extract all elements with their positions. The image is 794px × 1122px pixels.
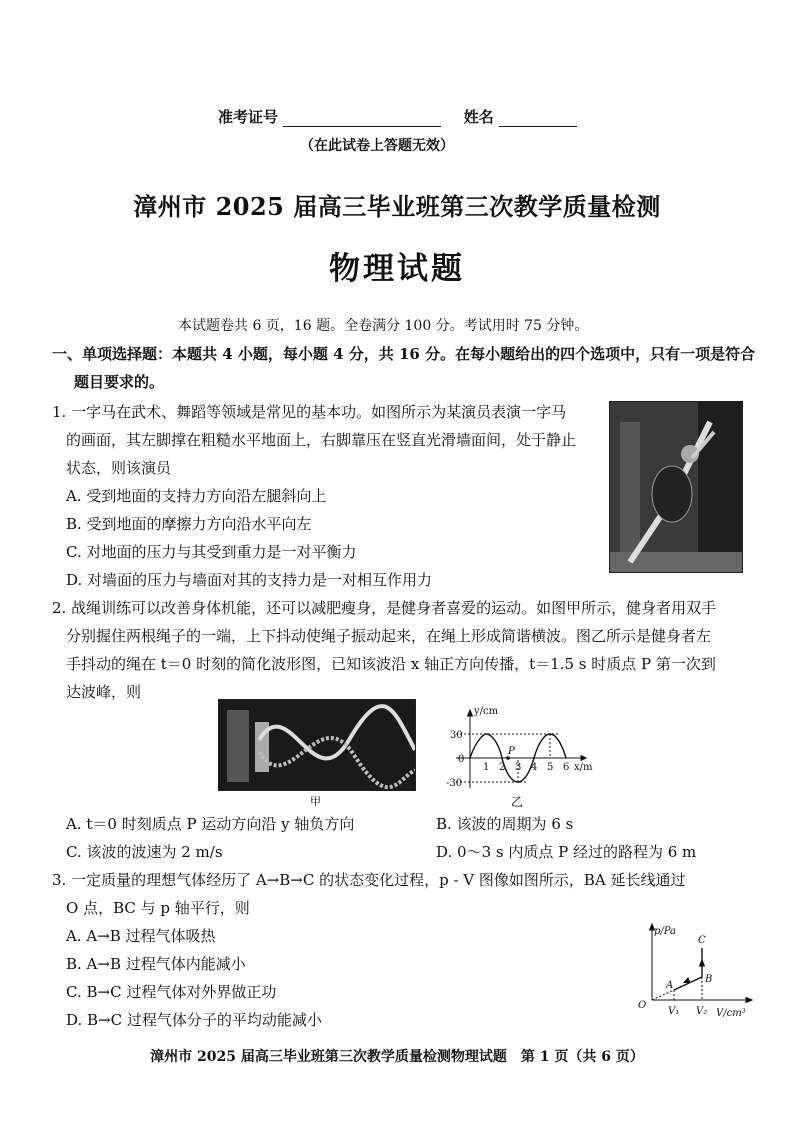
- wave-x-tick-2: 2: [499, 762, 506, 773]
- question-1: [52, 398, 602, 594]
- q1-option-d: D. 对墙面的压力与墙面对其的支持力是一对相互作用力: [66, 571, 433, 589]
- name-blank: [499, 112, 577, 127]
- pv-x-label: V/cm³: [716, 1008, 746, 1019]
- pv-point-a-label: A: [666, 980, 674, 991]
- wave-graph: [436, 700, 596, 792]
- exam-no-label: 准考证号: [218, 108, 279, 126]
- exam-title: 漳州市 2025 届高三毕业班第三次教学质量检测: [133, 192, 661, 221]
- pv-point-c-label: C: [698, 935, 706, 946]
- figure-a-caption: 甲: [310, 795, 321, 808]
- q3-option-b: B. A→B 过程气体内能减小: [66, 955, 246, 973]
- candidate-info: [218, 106, 577, 127]
- q1-stem-line2: 的画面，其左脚撑在粗糙水平地面上，右脚靠压在竖直光滑墙面间，处于静止: [66, 431, 577, 449]
- q2-option-b: B. 该波的周期为 6 s: [436, 815, 574, 833]
- wave-x-label: x/m: [574, 762, 593, 773]
- battle-rope-illustration: [219, 700, 415, 790]
- wave-x-arrow: [581, 756, 586, 761]
- section-heading-line1: 一、单项选择题：本题共 4 小题，每小题 4 分，共 16 分。在每小题给出的四个选项中，只有一项是符合: [52, 345, 756, 363]
- pv-extension-line: [652, 990, 674, 1000]
- wave-x-tick-1: 1: [483, 762, 490, 773]
- battle-rope-photo: [218, 699, 416, 791]
- q3-stem-line1: 3. 一定质量的理想气体经历了 A→B→C 的状态变化过程，p - V 图像如图所示，BA 延长线通过: [52, 871, 686, 889]
- figure-b-caption: 乙: [511, 795, 524, 809]
- wave-x-tick-5: 5: [547, 762, 554, 773]
- pv-graph: [632, 920, 762, 1024]
- pv-origin-label: O: [638, 1000, 647, 1011]
- pv-v2-label: V₂: [696, 1006, 708, 1017]
- q3-stem-line2: O 点，BC 与 p 轴平行，则: [66, 899, 250, 917]
- wave-y-bottom-tick: -30: [446, 778, 463, 789]
- q2-option-c: C. 该波的波速为 2 m/s: [66, 843, 223, 861]
- section-heading-line2: 题目要求的。: [74, 373, 165, 391]
- wave-y-top-tick: 30: [450, 730, 463, 741]
- exam-no-blank: [283, 112, 441, 127]
- pv-v1-label: V₁: [668, 1006, 680, 1017]
- pv-arrow-ab: [684, 978, 690, 983]
- wave-x-tick-6: 6: [563, 762, 570, 773]
- q1-stem-line1: 1. 一字马在武术、舞蹈等领域是常见的基本功。如图所示为某演员表演一字马: [52, 403, 567, 421]
- q2-option-d: D. 0～3 s 内质点 P 经过的路程为 6 m: [436, 843, 697, 861]
- wave-x-tick-4: 4: [531, 762, 538, 773]
- section-heading: [52, 340, 762, 396]
- q2-stem-line1: 2. 战绳训练可以改善身体机能，还可以减肥瘦身，是健身者喜爱的运动。如图甲所示，健身者用双手: [52, 599, 717, 617]
- q3-option-d: D. B→C 过程气体分子的平均动能减小: [66, 1011, 322, 1029]
- answer-notice: （在此试卷上答题无效）: [300, 138, 454, 154]
- subject-title: 物理试题: [329, 251, 465, 287]
- q2-option-a: A. t＝0 时刻质点 P 运动方向沿 y 轴负方向: [66, 815, 355, 833]
- exam-intro: 本试题卷共 6 页，16 题。全卷满分 100 分。考试用时 75 分钟。: [178, 318, 589, 334]
- q2-stem-line2: 分别握住两根绳子的一端，上下抖动使绳子振动起来，在绳上形成简谐横波。图乙所示是健身者左: [66, 627, 712, 645]
- name-label: 姓名: [463, 108, 494, 126]
- q2-stem-line4: 达波峰，则: [66, 683, 142, 701]
- wave-origin-label: 0: [458, 754, 465, 765]
- wave-y-arrow: [468, 710, 473, 716]
- q3-option-a: A. A→B 过程气体吸热: [66, 927, 216, 945]
- pv-y-label: p/Pa: [654, 926, 677, 937]
- wave-point-p-label: P: [508, 746, 515, 757]
- pv-point-b-label: B: [705, 974, 713, 985]
- q1-option-a: A. 受到地面的支持力方向沿左腿斜向上: [66, 487, 327, 505]
- q3-option-c: C. B→C 过程气体对外界做正功: [66, 983, 277, 1001]
- pv-x-arrow: [746, 998, 752, 1003]
- pv-arrow-bc: [700, 960, 705, 966]
- wave-x-tick-3: 3: [515, 762, 522, 773]
- q1-option-b: B. 受到地面的摩擦力方向沿水平向左: [66, 515, 312, 533]
- q2-stem-line3: 手抖动的绳在 t＝0 时刻的简化波形图，已知该波沿 x 轴正方向传播，t＝1.5 s 时质点 P 第一次到: [66, 655, 716, 673]
- page-footer: 漳州市 2025 届高三毕业班第三次教学质量检测物理试题 第 1 页（共 6 页）: [150, 1049, 644, 1065]
- wave-y-label: y/cm: [474, 706, 499, 717]
- split-leg-illustration: [610, 402, 742, 572]
- question-2: [52, 594, 772, 706]
- q1-stem-line3: 状态，则该演员: [66, 459, 172, 477]
- split-leg-photo: [609, 401, 743, 573]
- q1-option-c: C. 对地面的压力与其受到重力是一对平衡力: [66, 543, 357, 561]
